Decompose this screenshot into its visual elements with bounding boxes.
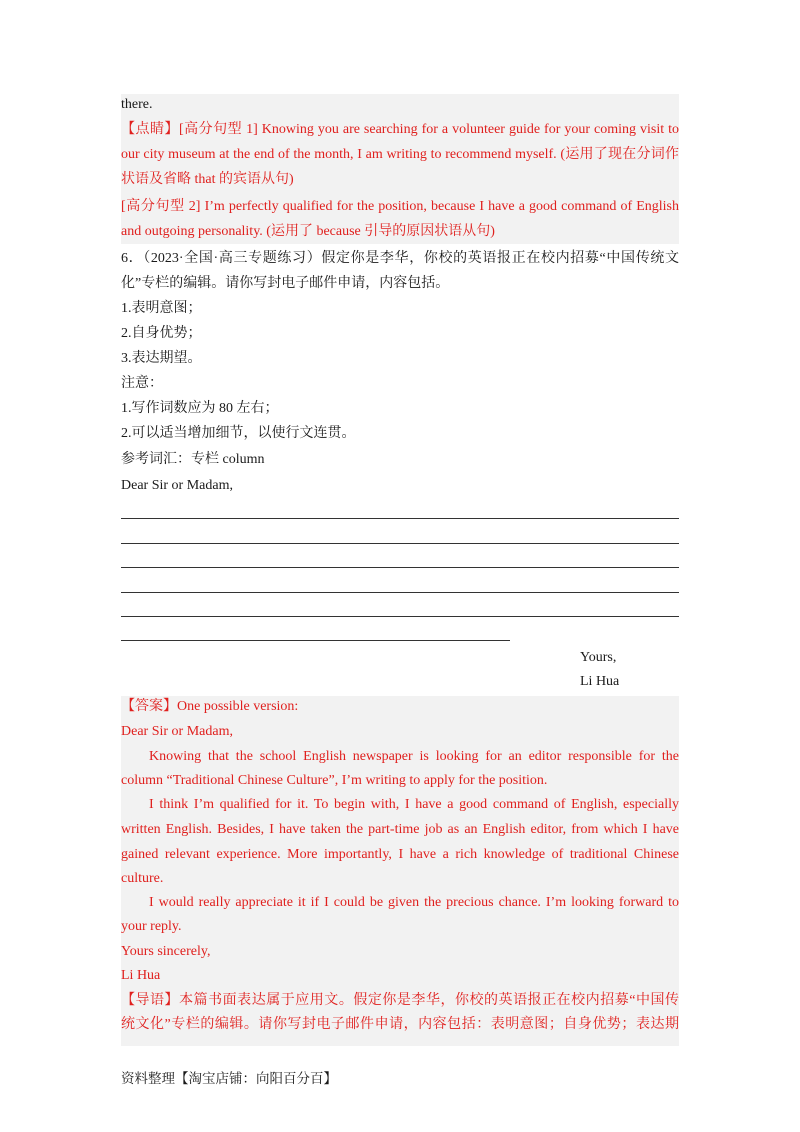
- pattern2-line1: [高分句型 2] I’m perfectly qualified for the position, because I have a good command of English: [121, 199, 679, 214]
- guide-line2: 统文化”专栏的编辑。请你写封电子邮件申请，内容包括：表明意图；自身优势；表达期: [121, 1017, 679, 1032]
- answer-label: 【答案】: [121, 699, 177, 714]
- answer-closing: Yours sincerely,: [121, 944, 211, 959]
- writing-line: [121, 592, 679, 593]
- pattern1-line2: our city museum at the end of the month, I am writing to recommend myself. (运用了现在分词作: [121, 147, 679, 162]
- guide-label: 【导语】: [121, 993, 180, 1008]
- letter-salutation: Dear Sir or Madam,: [121, 478, 233, 493]
- continuation-text: there.: [121, 97, 153, 112]
- answer-p1-line2: column “Traditional Chinese Culture”, I’m writing to apply for the position.: [121, 773, 548, 788]
- writing-line: [121, 518, 679, 519]
- letter-signature: Li Hua: [580, 674, 620, 689]
- answer-signature: Li Hua: [121, 968, 161, 983]
- pattern1-line3: 状语及省略 that 的宾语从句): [121, 172, 294, 187]
- writing-line: [121, 543, 679, 544]
- requirement-item: 3.表达期望。: [121, 351, 202, 366]
- letter-closing: Yours,: [580, 650, 617, 665]
- writing-line: [121, 567, 679, 568]
- answer-p3-line2: your reply.: [121, 919, 182, 934]
- vocab-hint: 参考词汇：专栏 column: [121, 452, 265, 467]
- pattern1-line1: [121, 118, 679, 143]
- answer-p1-line1: Knowing that the school English newspaper is looking for an editor responsible for the: [149, 749, 679, 764]
- answer-p2-line3: gained relevant experience. More importantly, I have a rich knowledge of traditional Chinese: [121, 847, 679, 862]
- note-label: 注意：: [121, 376, 163, 391]
- pointer-label: 【点睛】: [121, 122, 179, 137]
- note-item: 2.可以适当增加细节，以使行文连贯。: [121, 426, 356, 441]
- guide-text: 本篇书面表达属于应用文。假定你是李华，你校的英语报正在校内招募“中国传: [179, 993, 679, 1008]
- writing-line: [121, 640, 510, 641]
- note-item: 1.写作词数应为 80 左右；: [121, 401, 279, 416]
- pattern1-text: [高分句型 1] Knowing you are searching for a volunteer guide for your coming visit to: [178, 122, 679, 137]
- pattern2-line2: and outgoing personality. (运用了 because 引导的原因状语从句): [121, 224, 495, 239]
- answer-salutation: Dear Sir or Madam,: [121, 724, 233, 739]
- requirement-item: 1.表明意图；: [121, 301, 202, 316]
- answer-p2-line1: I think I’m qualified for it. To begin with, I have a good command of English, especially: [149, 797, 679, 812]
- page-footer: 资料整理【淘宝店铺：向阳百分百】: [121, 1071, 337, 1086]
- writing-line: [121, 616, 679, 617]
- question-line2: 化”专栏的编辑。请你写封电子邮件申请，内容包括。: [121, 276, 450, 291]
- answer-intro: One possible version:: [177, 699, 299, 714]
- answer-p3-line1: I would really appreciate it if I could be given the precious chance. I’m looking forward to: [149, 895, 679, 910]
- guide-line1: [121, 989, 679, 1014]
- answer-header: [121, 695, 679, 720]
- question-line1: 6．（2023·全国·高三专题练习）假定你是李华，你校的英语报正在校内招募“中国传统文: [121, 251, 679, 266]
- answer-p2-line4: culture.: [121, 871, 164, 886]
- answer-p2-line2: written English. Besides, I have taken the part-time job as an English editor, from which I have: [121, 822, 679, 837]
- requirement-item: 2.自身优势；: [121, 326, 202, 341]
